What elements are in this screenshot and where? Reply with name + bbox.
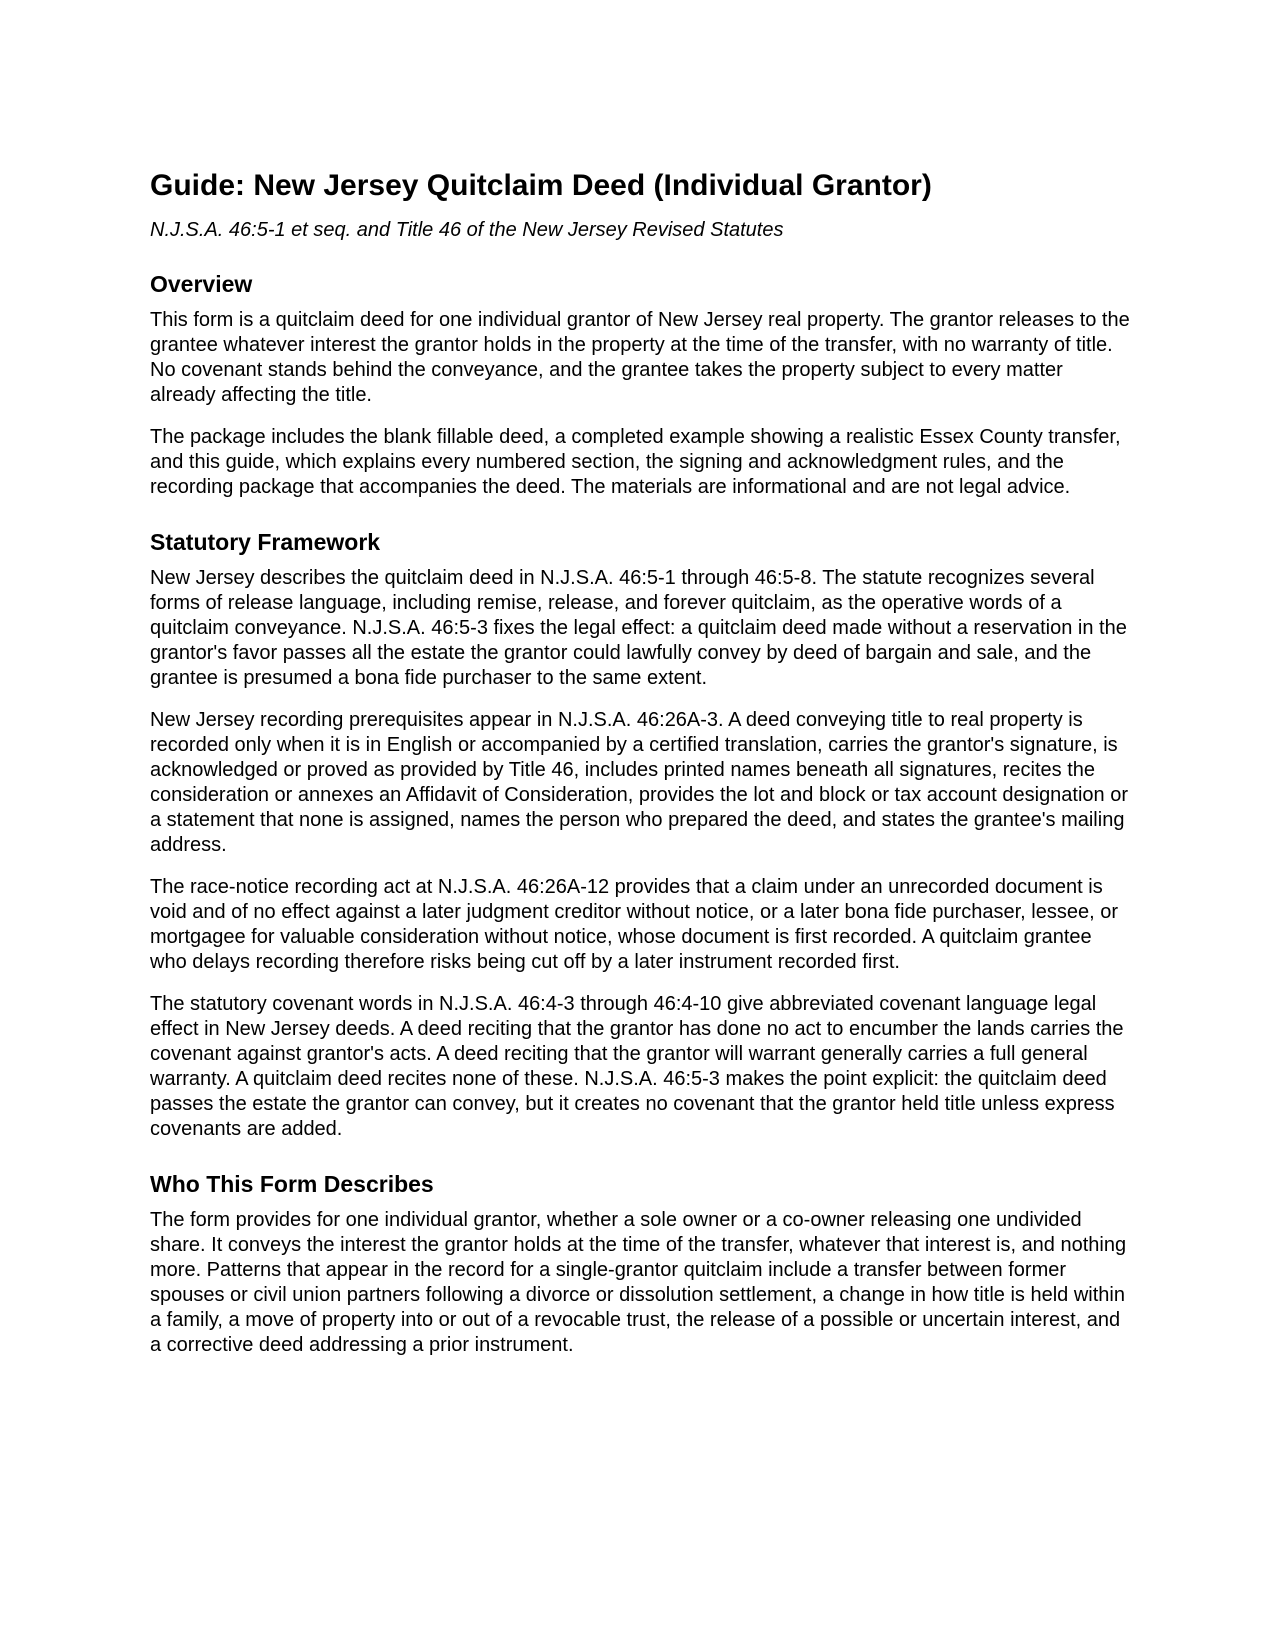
section-heading: Who This Form Describes (150, 1171, 434, 1197)
paragraph: New Jersey recording prerequisites appear in N.J.S.A. 46:26A-3. A deed conveying title to real property is recorded only when it is in English or accompanied by a certified translation, carries the grantor's signature, is acknowledged or proved as provided by Title 46, includes printed names beneath all signatures, recites the consideration or annexes an Affidavit of Consideration, provides the lot and block or tax account designation or a statement that none is assigned, names the person who prepared the deed, and states the grantee's mailing address. (150, 709, 1129, 856)
document-title: Guide: New Jersey Quitclaim Deed (Individual Grantor) (150, 169, 932, 202)
document-subtitle: N.J.S.A. 46:5-1 et seq. and Title 46 of the New Jersey Revised Statutes (150, 219, 784, 241)
paragraph: The package includes the blank fillable deed, a completed example showing a realistic Essex County transfer, and this guide, which explains every numbered section, the signing and acknowledgment rules, and the recording package that accompanies the deed. The materials are informational and are not legal advice. (150, 426, 1121, 498)
document-page (150, 168, 1130, 1358)
section-heading: Statutory Framework (150, 529, 381, 555)
paragraph: The statutory covenant words in N.J.S.A. 46:4-3 through 46:4-10 give abbreviated covenant language legal effect in New Jersey deeds. A deed reciting that the grantor has done no act to encumber the lands carries the covenant against grantor's acts. A deed reciting that the grantor will warrant generally carries a full general warranty. A quitclaim deed recites none of these. N.J.S.A. 46:5-3 makes the point explicit: the quitclaim deed passes the estate the grantor can convey, but it creates no covenant that the grantor held title unless express covenants are added. (150, 993, 1124, 1140)
paragraph: This form is a quitclaim deed for one individual grantor of New Jersey real property. The grantor releases to the grantee whatever interest the grantor holds in the property at the time of the transfer, with no warranty of title. No covenant stands behind the conveyance, and the grantee takes the property subject to every matter already affecting the title. (150, 309, 1130, 406)
paragraph: New Jersey describes the quitclaim deed in N.J.S.A. 46:5-1 through 46:5-8. The statute recognizes several forms of release language, including remise, release, and forever quitclaim, as the operative words of a quitclaim conveyance. N.J.S.A. 46:5-3 fixes the legal effect: a quitclaim deed made without a reservation in the grantor's favor passes all the estate the grantor could lawfully convey by deed of bargain and sale, and the grantee is presumed a bona fide purchaser to the same extent. (150, 567, 1127, 689)
paragraph: The form provides for one individual grantor, whether a sole owner or a co-owner releasing one undivided share. It conveys the interest the grantor holds at the time of the transfer, whatever that interest is, and nothing more. Patterns that appear in the record for a single-grantor quitclaim include a transfer between former spouses or civil union partners following a divorce or dissolution settlement, a change in how title is held within a family, a move of property into or out of a revocable trust, the release of a possible or uncertain interest, and a corrective deed addressing a prior instrument. (150, 1209, 1127, 1356)
section-overview (150, 270, 1130, 500)
paragraph: The race-notice recording act at N.J.S.A. 46:26A-12 provides that a claim under an unrecorded document is void and of no effect against a later judgment creditor without notice, or a later bona fide purchaser, lessee, or mortgagee for valuable consideration without notice, whose document is first recorded. A quitclaim grantee who delays recording therefore risks being cut off by a later instrument recorded first. (150, 876, 1118, 973)
section-who-this-form-describes (150, 1170, 1130, 1358)
section-heading: Overview (150, 271, 253, 297)
section-statutory-framework (150, 528, 1130, 1142)
